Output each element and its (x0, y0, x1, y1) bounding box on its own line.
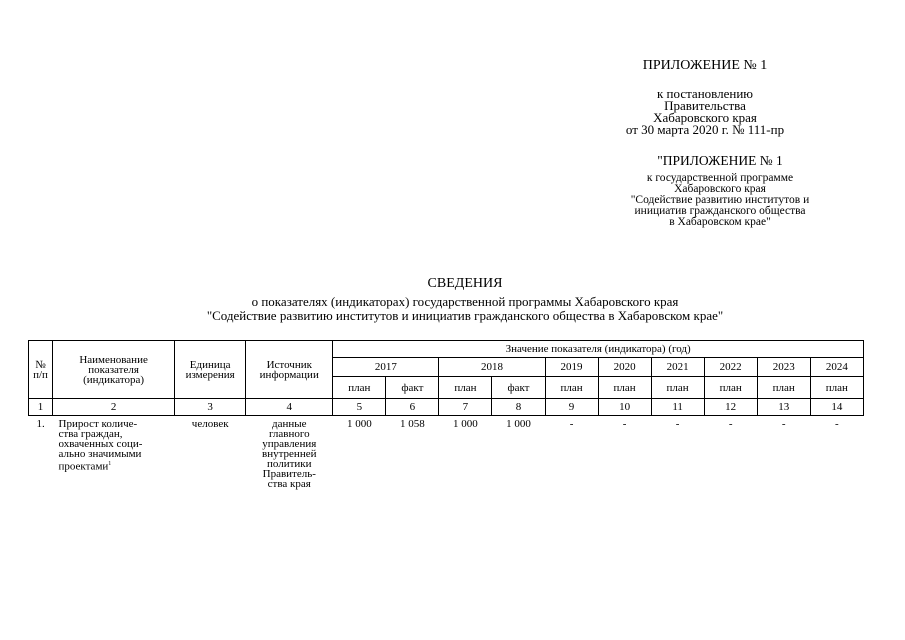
unit-value: человек (191, 418, 229, 430)
year-header: 2023 (757, 358, 810, 377)
subheader: факт (386, 377, 439, 399)
value-cell: - (835, 418, 839, 430)
column-number: 7 (439, 399, 492, 416)
year-header: 2024 (810, 358, 863, 377)
appendix-2-title: "ПРИЛОЖЕНИЕ № 1 (657, 153, 783, 168)
subheader: план (651, 377, 704, 399)
header-name: Наименование показателя (индикатора) (53, 341, 175, 399)
column-number: 11 (651, 399, 704, 416)
year-header: 2022 (704, 358, 757, 377)
value-cell: 1 058 (400, 418, 425, 430)
value-cell: - (781, 418, 786, 430)
subheader: факт (492, 377, 545, 399)
source-value: данные главного управления внутренней политики Правитель- ства края (262, 418, 317, 490)
appendix-1-line: Правительства (664, 98, 746, 113)
header-source: Источник информации (246, 341, 333, 399)
appendix-1-header (585, 60, 825, 136)
appendix-2-line: "Содействие развитию институтов и (630, 194, 810, 206)
appendix-1-line: Хабаровского края (653, 110, 757, 125)
value-cell: - (569, 418, 574, 430)
header-unit: Единица измерения (175, 341, 246, 399)
table-row (29, 416, 864, 490)
column-number: 10 (598, 399, 651, 416)
header-values: Значение показателя (индикатора) (год) (333, 341, 864, 358)
subheader: план (545, 377, 598, 399)
document-subtitle (60, 295, 870, 323)
value-cell: 1 000 (506, 418, 531, 430)
value-cell: - (675, 418, 680, 430)
indicator-name: Прирост количе- ства граждан, охваченных соци- ально значимыми проектами$^1$ (58, 418, 143, 473)
value-cell: - (622, 418, 627, 430)
indicators-table (28, 340, 864, 489)
appendix-1-title: ПРИЛОЖЕНИЕ № 1 (642, 58, 768, 73)
column-number: 14 (810, 399, 863, 416)
subheader: план (333, 377, 386, 399)
subheader: план (598, 377, 651, 399)
year-header: 2020 (598, 358, 651, 377)
appendix-1-line: от 30 марта 2020 г. № 111-пр (625, 122, 785, 137)
appendix-2-line: к государственной программе (646, 172, 794, 184)
year-header: 2021 (651, 358, 704, 377)
appendix-2-line: инициатив гражданского общества (634, 205, 806, 217)
column-number: 2 (53, 399, 175, 416)
subheader: план (704, 377, 757, 399)
appendix-2-header (600, 155, 840, 228)
column-number: 1 (29, 399, 53, 416)
subtitle-line: о показателях (индикаторах) государственной программы Хабаровского края (251, 294, 679, 309)
subheader: план (439, 377, 492, 399)
column-number: 3 (175, 399, 246, 416)
row-num: 1. (36, 418, 45, 430)
column-number: 12 (704, 399, 757, 416)
footnote-mark: 1 (108, 461, 112, 467)
subtitle-line: "Содействие развитию институтов и инициатив гражданского общества в Хабаровском крае" (206, 308, 724, 323)
column-number: 9 (545, 399, 598, 416)
column-number: 5 (333, 399, 386, 416)
column-number: 4 (246, 399, 333, 416)
subheader: план (757, 377, 810, 399)
value-cell: 1 000 (453, 418, 478, 430)
year-header: 2019 (545, 358, 598, 377)
year-header: 2018 (439, 358, 545, 377)
year-header: 2017 (333, 358, 439, 377)
subheader: план (810, 377, 863, 399)
appendix-2-line: в Хабаровском крае" (669, 216, 771, 228)
column-number: 6 (386, 399, 439, 416)
value-cell: 1 000 (346, 418, 372, 430)
column-number: 8 (492, 399, 545, 416)
value-cell: - (728, 418, 733, 430)
column-number: 13 (757, 399, 810, 416)
document-title: СВЕДЕНИЯ (427, 276, 503, 291)
header-num: № п/п (29, 341, 53, 399)
appendix-1-line: к постановлению (656, 86, 754, 101)
appendix-2-line: Хабаровского края (674, 183, 766, 195)
